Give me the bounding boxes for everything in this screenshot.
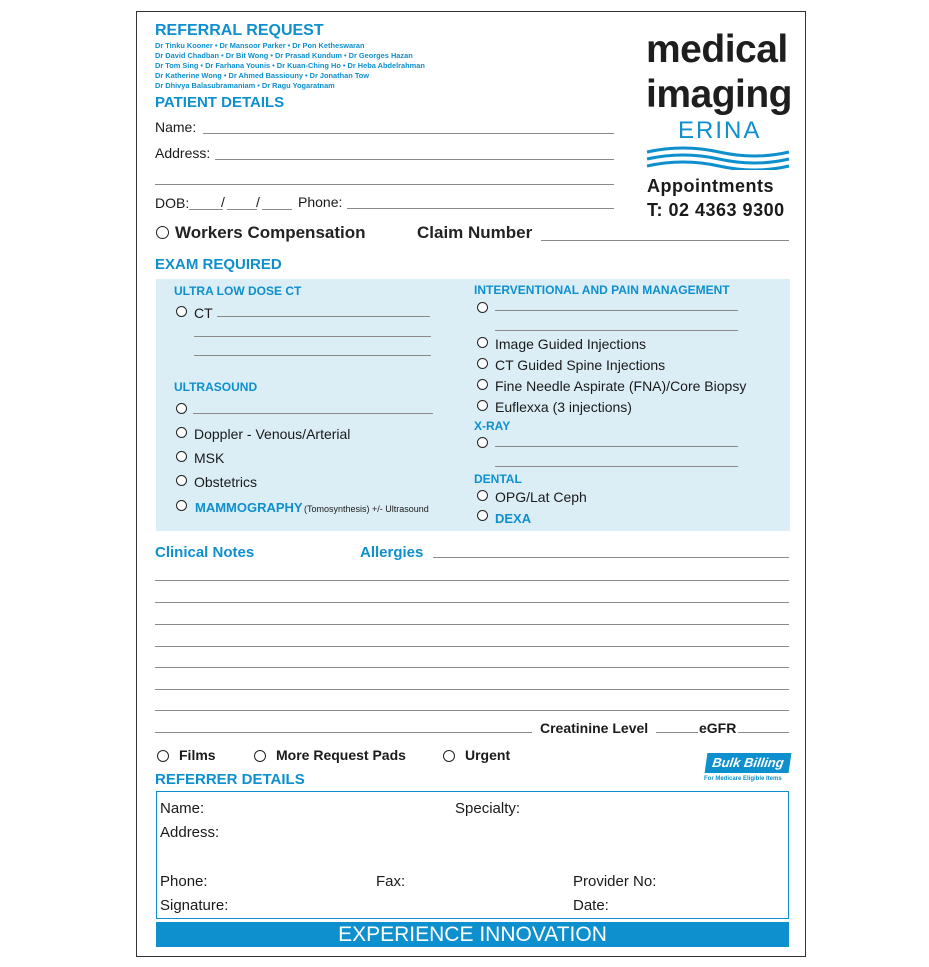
mammography-note: (Tomosynthesis) +/- Ultrasound bbox=[304, 504, 429, 514]
referrer-fax-label: Fax: bbox=[376, 873, 406, 890]
form-title: REFERRAL REQUEST bbox=[155, 22, 324, 39]
opg-radio[interactable] bbox=[477, 490, 488, 501]
igi-radio[interactable] bbox=[477, 337, 488, 348]
euflexxa-label: Euflexxa (3 injections) bbox=[495, 399, 632, 415]
doctor-list-line: Dr Katherine Wong • Dr Ahmed Bassiouny • Dr Jonathan Tow bbox=[155, 71, 370, 80]
obstetrics-label: Obstetrics bbox=[194, 474, 258, 490]
xray-radio[interactable] bbox=[477, 437, 488, 448]
notes-line[interactable] bbox=[155, 689, 789, 690]
films-radio[interactable] bbox=[157, 750, 169, 762]
patient-phone-label: Phone: bbox=[298, 194, 343, 210]
patient-address-field-2[interactable] bbox=[155, 184, 614, 185]
patient-address-label: Address: bbox=[155, 145, 211, 161]
ct-label: CT bbox=[194, 305, 213, 321]
ipm-radio[interactable] bbox=[477, 302, 488, 313]
workers-comp-label: Workers Compensation bbox=[175, 223, 366, 242]
notes-line[interactable] bbox=[155, 710, 789, 711]
clinical-notes-heading: Clinical Notes bbox=[155, 544, 255, 561]
notes-line[interactable] bbox=[155, 580, 789, 581]
xray-heading: X-RAY bbox=[474, 419, 511, 433]
ct-radio[interactable] bbox=[176, 306, 187, 317]
ipm-field-2[interactable] bbox=[495, 330, 738, 331]
egfr-label: eGFR bbox=[699, 720, 737, 736]
referrer-date-label: Date: bbox=[573, 897, 609, 914]
footer-banner: EXPERIENCE INNOVATION bbox=[156, 922, 789, 947]
request-pads-radio[interactable] bbox=[254, 750, 266, 762]
msk-radio[interactable] bbox=[176, 451, 187, 462]
exam-required-heading: EXAM REQUIRED bbox=[155, 256, 282, 273]
logo-wave-icon bbox=[645, 146, 791, 170]
ctsi-radio[interactable] bbox=[477, 358, 488, 369]
egfr-field[interactable] bbox=[738, 732, 789, 733]
dob-day-field[interactable] bbox=[189, 209, 223, 210]
referrer-signature-label: Signature: bbox=[160, 897, 229, 914]
ultrasound-field[interactable] bbox=[193, 413, 433, 414]
claim-number-field[interactable] bbox=[541, 240, 789, 241]
doctor-list-line: Dr Tom Sing • Dr Farhana Younis • Dr Kuan-Ching Ho • Dr Heba Abdelrahman bbox=[155, 61, 425, 70]
patient-name-field[interactable] bbox=[203, 133, 614, 134]
ct-field-2[interactable] bbox=[194, 336, 431, 337]
urgent-radio[interactable] bbox=[443, 750, 455, 762]
bulk-billing-note: For Medicare Eligible Items bbox=[704, 776, 782, 782]
notes-line[interactable] bbox=[155, 624, 789, 625]
xray-field-2[interactable] bbox=[495, 466, 738, 467]
dexa-label: DEXA bbox=[495, 511, 532, 526]
referrer-specialty-label: Specialty: bbox=[455, 800, 521, 817]
mammography-radio[interactable] bbox=[176, 500, 187, 511]
urgent-label: Urgent bbox=[465, 747, 511, 763]
referrer-name-label: Name: bbox=[160, 800, 205, 817]
ultrasound-radio[interactable] bbox=[176, 403, 187, 414]
doctor-list-line: Dr David Chadban • Dr Bit Wong • Dr Prasad Kundum • Dr Georges Hazan bbox=[155, 51, 413, 60]
msk-label: MSK bbox=[194, 450, 225, 466]
fna-label: Fine Needle Aspirate (FNA)/Core Biopsy bbox=[495, 378, 747, 394]
dob-year-field[interactable] bbox=[262, 209, 292, 210]
referrer-provider-label: Provider No: bbox=[573, 873, 657, 890]
euflexxa-radio[interactable] bbox=[477, 400, 488, 411]
ipm-heading: INTERVENTIONAL AND PAIN MANAGEMENT bbox=[474, 283, 730, 297]
dob-separator: / bbox=[256, 194, 260, 210]
dob-label: DOB: bbox=[155, 195, 190, 211]
dental-heading: DENTAL bbox=[474, 472, 522, 486]
ct-field-3[interactable] bbox=[194, 355, 431, 356]
doppler-radio[interactable] bbox=[176, 427, 187, 438]
patient-address-field[interactable] bbox=[215, 159, 614, 160]
appointments-phone: T: 02 4363 9300 bbox=[647, 200, 785, 220]
fna-radio[interactable] bbox=[477, 379, 488, 390]
doctor-list-line: Dr Tinku Kooner • Dr Mansoor Parker • Dr Pon Ketheswaran bbox=[155, 41, 365, 50]
dob-separator: / bbox=[221, 194, 225, 210]
opg-label: OPG/Lat Ceph bbox=[495, 489, 587, 505]
workers-comp-radio[interactable] bbox=[156, 226, 169, 239]
request-pads-label: More Request Pads bbox=[276, 747, 406, 763]
films-label: Films bbox=[179, 747, 216, 763]
dexa-radio[interactable] bbox=[477, 510, 488, 521]
ipm-field[interactable] bbox=[495, 310, 738, 311]
ct-heading: ULTRA LOW DOSE CT bbox=[174, 284, 302, 298]
doctor-list-line: Dr Dhivya Balasubramaniam • Dr Ragu Yogaratnam bbox=[155, 81, 335, 90]
xray-field[interactable] bbox=[495, 446, 738, 447]
ctsi-label: CT Guided Spine Injections bbox=[495, 357, 666, 373]
doppler-label: Doppler - Venous/Arterial bbox=[194, 426, 351, 442]
creatinine-field[interactable] bbox=[656, 732, 698, 733]
ultrasound-heading: ULTRASOUND bbox=[174, 380, 258, 394]
allergies-field[interactable] bbox=[433, 557, 789, 558]
patient-details-heading: PATIENT DETAILS bbox=[155, 94, 285, 111]
creatinine-label: Creatinine Level bbox=[540, 720, 649, 736]
dob-month-field[interactable] bbox=[227, 209, 257, 210]
obstetrics-radio[interactable] bbox=[176, 475, 187, 486]
logo-erina: ERINA bbox=[678, 117, 762, 144]
notes-line[interactable] bbox=[155, 602, 789, 603]
allergies-heading: Allergies bbox=[360, 544, 424, 561]
appointments-label: Appointments bbox=[647, 176, 774, 196]
referrer-details-heading: REFERRER DETAILS bbox=[155, 771, 305, 788]
notes-line[interactable] bbox=[155, 732, 532, 733]
igi-label: Image Guided Injections bbox=[495, 336, 646, 352]
claim-number-label: Claim Number bbox=[417, 223, 533, 242]
notes-line[interactable] bbox=[155, 667, 789, 668]
patient-name-label: Name: bbox=[155, 119, 197, 135]
referrer-address-label: Address: bbox=[160, 824, 220, 841]
logo-imaging: imaging bbox=[646, 73, 793, 116]
ct-field[interactable] bbox=[217, 316, 430, 317]
logo-medical: medical bbox=[646, 28, 788, 71]
referrer-phone-label: Phone: bbox=[160, 873, 208, 890]
referral-form bbox=[136, 11, 806, 957]
bulk-billing-badge: Bulk Billing bbox=[705, 753, 792, 773]
mammography-label: MAMMOGRAPHY bbox=[195, 500, 303, 515]
patient-phone-field[interactable] bbox=[347, 208, 614, 209]
notes-line[interactable] bbox=[155, 646, 789, 647]
